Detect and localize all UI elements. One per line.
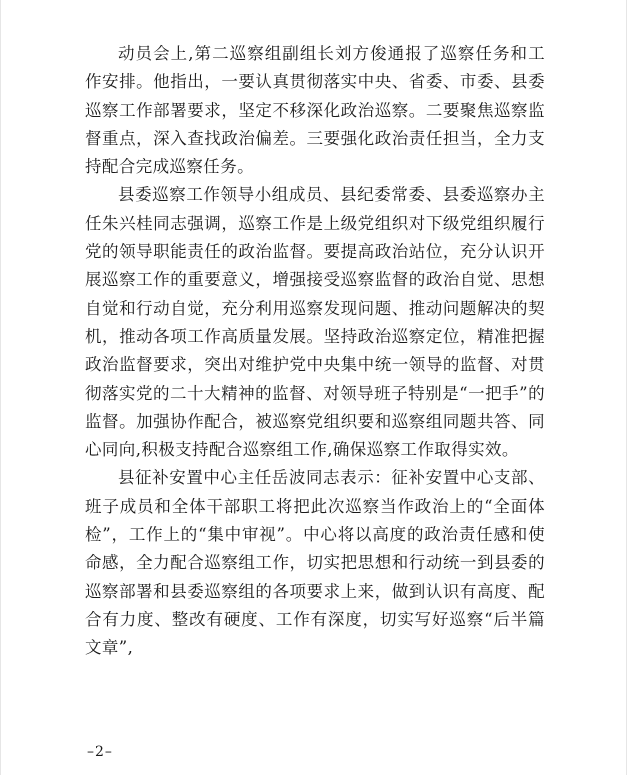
page-number: –2– <box>87 744 113 760</box>
paragraph-yue-bo-statement: 县征补安置中心主任岳波同志表示：征补安置中心支部、班子成员和全体干部职工将把此次巡察当作政治上的“全面体检”，工作上的“集中审视”。中心将以高度的政治责任感和使命感，全力配合巡察组工作，切实把思想和行动统一到县委的巡察部署和县委巡察组的各项要求上来，做到认识有高度、配合有力度、整改有硬度、工作有深度，切实写好巡察“后半篇文章”, <box>85 468 545 658</box>
paragraph-mobilization-meeting: 动员会上,第二巡察组副组长刘方俊通报了巡察任务和工作安排。他指出，一要认真贯彻落实中央、省委、市委、县委巡察工作部署要求，坚定不移深化政治巡察。二要聚焦巡察监督重点，深入查找政治偏差。三要强化政治责任担当，全力支持配合完成巡察任务。 <box>85 44 545 177</box>
paragraph-zhu-xinggui-remarks: 县委巡察工作领导小组成员、县纪委常委、县委巡察办主任朱兴桂同志强调，巡察工作是上级党组织对下级党组织履行党的领导职能责任的政治监督。要提高政治站位，充分认识开展巡察工作的重要意义，增强接受巡察监督的政治自觉、思想自觉和行动自觉，充分利用巡察发现问题、推动问题解决的契机，推动各项工作高质量发展。坚持政治巡察定位，精准把握政治监督要求，突出对维护党中央集中统一领导的监督、对贯彻落实党的二十大精神的监督、对领导班子特别是“一把手”的监督。加强协作配合，被巡察党组织要和巡察组同题共答、同心同向,积极支持配合巡察组工作,确保巡察工作取得实效。 <box>85 185 545 460</box>
document-body <box>85 40 545 663</box>
